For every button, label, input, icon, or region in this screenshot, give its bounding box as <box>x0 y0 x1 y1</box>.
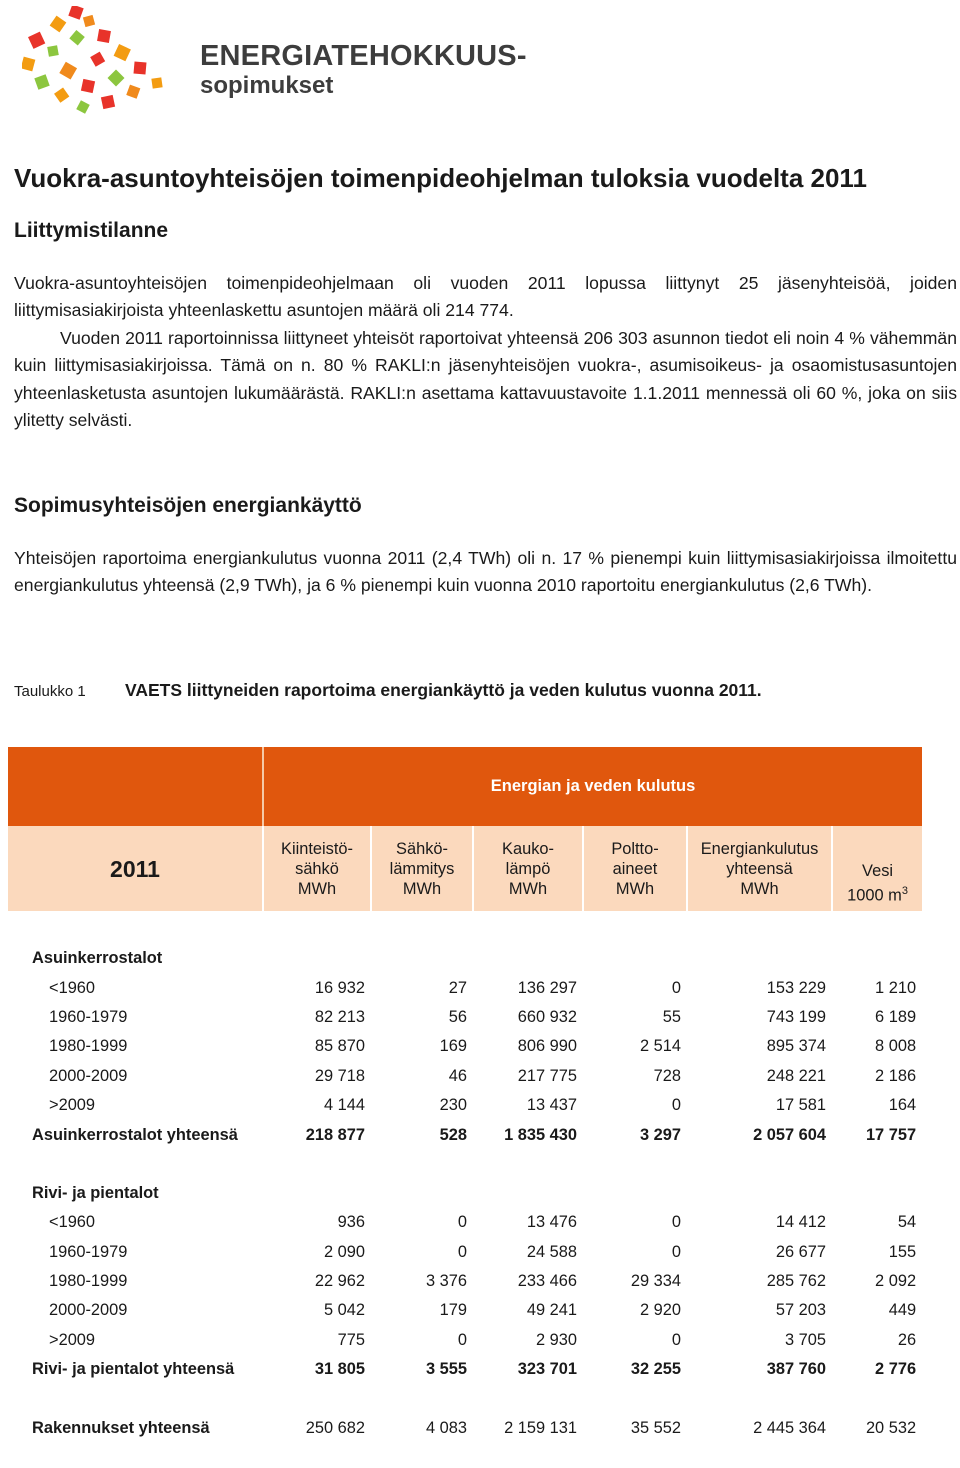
table-row <box>8 1032 922 1061</box>
table-cell-value: 936 <box>337 1213 365 1232</box>
group-label: Rivi- ja pientalot <box>32 1183 159 1202</box>
table-row <box>8 1003 922 1032</box>
table-cell-value: 8 008 <box>875 1037 917 1056</box>
table-cell-value: 22 962 <box>314 1272 365 1291</box>
logo-text-line1: ENERGIATEHOKKUUS- <box>200 40 527 72</box>
table-cell-value: 35 552 <box>630 1418 681 1437</box>
paragraph-membership: Vuokra-asuntoyhteisöjen toimenpideohjelmaan oli vuoden 2011 lopussa liittynyt 25 jäsenyhteisöä, joiden liittymisasiakirjoista yhteenlaskettu asuntojen määrä oli 214 774. <box>14 273 957 321</box>
table-cell-value: 13 476 <box>526 1213 577 1232</box>
table-cell-value: 153 229 <box>766 978 826 997</box>
table-cell-value: 14 412 <box>775 1213 826 1232</box>
energy-efficiency-logo-icon <box>22 6 182 118</box>
table-cell-value: 230 <box>439 1096 467 1115</box>
table-cell-value: 20 532 <box>865 1418 917 1437</box>
table-cell-value: 3 297 <box>639 1125 681 1144</box>
grand-total-row <box>8 1413 922 1442</box>
table-cell-value: 0 <box>671 978 681 997</box>
table-row <box>8 1091 922 1120</box>
table-row <box>8 1062 922 1091</box>
table-cell-value: 775 <box>337 1330 365 1349</box>
table-cell-value: 2 092 <box>875 1272 917 1291</box>
row-label: 1980-1999 <box>49 1037 128 1056</box>
table-cell-value: 806 990 <box>517 1037 577 1056</box>
table-cell-value: 26 677 <box>775 1242 826 1261</box>
row-label: 1960-1979 <box>49 1242 128 1261</box>
row-label: Rakennukset yhteensä <box>32 1418 210 1437</box>
table-cell-value: 285 762 <box>766 1272 826 1291</box>
table-cell-value: 218 877 <box>305 1125 365 1144</box>
table-cell-value: 528 <box>439 1125 467 1144</box>
document-title: Vuokra-asuntoyhteisöjen toimenpideohjelman tuloksia vuodelta 2011 <box>14 163 867 193</box>
table-cell-value: 27 <box>448 978 467 997</box>
table-cell-value: 54 <box>897 1213 917 1232</box>
row-label: 1960-1979 <box>49 1007 128 1026</box>
table-cell-value: 233 466 <box>517 1272 577 1291</box>
table-cell-value: 3 705 <box>784 1330 826 1349</box>
table-row <box>8 1267 922 1296</box>
table-cell-value: 2 445 364 <box>753 1418 826 1437</box>
table-cell-value: 55 <box>662 1007 681 1026</box>
table-super-header: Energian ja veden kulutus <box>263 747 922 826</box>
group-heading-row <box>8 944 922 973</box>
row-label: 2000-2009 <box>49 1301 128 1320</box>
table-cell-value: 1 835 430 <box>504 1125 577 1144</box>
table-cell-value: 6 189 <box>875 1007 917 1026</box>
table-cell-value: 136 297 <box>517 978 577 997</box>
header-blank-cell <box>8 747 263 826</box>
table-cell-value: 82 213 <box>314 1007 365 1026</box>
row-label: >2009 <box>49 1330 96 1349</box>
table-cell-value: 0 <box>457 1330 467 1349</box>
section-heading-liittymistilanne: Liittymistilanne <box>14 219 169 242</box>
paragraph-energy-use: Yhteisöjen raportoima energiankulutus vuonna 2011 (2,4 TWh) oli n. 17 % pienempi kuin liittymisasiakirjoissa ilmoitettu energiankulutus yhteensä (2,9 TWh), ja 6 % pienempi kuin vuonna 2010 raportoitu energiankulutus (2,6 TWh). <box>14 548 957 596</box>
table-cell-value: 0 <box>671 1213 681 1232</box>
table-cell-value: 49 241 <box>526 1301 577 1320</box>
table-cell-value: 29 334 <box>630 1272 681 1291</box>
table-cell-value: 728 <box>653 1066 681 1085</box>
year-header: 2011 <box>8 826 263 911</box>
row-label: 2000-2009 <box>49 1066 128 1085</box>
col-header-kiinteistosahko: Kiinteistö- sähkö MWh <box>263 826 371 911</box>
table-cell-value: 449 <box>888 1301 917 1320</box>
col-header-polttoaineet: Poltto- aineet MWh <box>583 826 687 911</box>
table-cell-value: 2 776 <box>875 1360 917 1379</box>
table-cell-value: 2 057 604 <box>753 1125 826 1144</box>
table-cell-value: 46 <box>448 1066 467 1085</box>
group-heading-row <box>8 1179 922 1208</box>
table-cell-value: 5 042 <box>323 1301 365 1320</box>
table-cell-value: 85 870 <box>314 1037 365 1056</box>
row-label: <1960 <box>49 978 96 997</box>
paragraph-reporting <box>14 325 957 434</box>
table-caption-text: VAETS liittyneiden raportoima energiankäyttö ja veden kulutus vuonna 2011. <box>125 680 762 700</box>
table-cell-value: 217 775 <box>517 1066 577 1085</box>
table-cell-value: 1 210 <box>875 978 917 997</box>
col-header-vesi: Vesi 1000 $m^3$ <box>832 826 922 911</box>
table-total-row <box>8 1120 922 1149</box>
table-cell-value: 2 186 <box>875 1066 917 1085</box>
paragraph-reporting-text: Vuoden 2011 raportoinnissa liittyneet yhteisöt raportoivat yhteensä 206 303 asunnon tiedot eli noin 4 % vähemmän kuin liittymisasiakirjoissa. Tämä on n. 80 % RAKLI:n jäsenyhteisöjen vuokra-, asumisoikeus- ja osaomistusasuntojen yhteenlasketusta asuntojen lukumäärästä. RAKLI:n asettama kattavuustavoite 1.1.2011 mennessä oli 60 %, joka on siis ylitetty selvästi. <box>14 328 957 430</box>
logo-text-line2: sopimukset <box>200 72 334 99</box>
table-cell-value: 2 159 131 <box>504 1418 577 1437</box>
table-cell-value: 169 <box>439 1037 467 1056</box>
table-cell-value: 164 <box>888 1096 917 1115</box>
table-cell-value: 0 <box>457 1242 467 1261</box>
energy-water-table <box>8 747 922 1443</box>
table-cell-value: 2 920 <box>639 1301 681 1320</box>
table-row <box>8 1238 922 1267</box>
table-cell-value: 155 <box>888 1242 917 1261</box>
table-super-header-row <box>8 747 922 826</box>
table-cell-value: 660 932 <box>517 1007 577 1026</box>
table-caption-number: Taulukko 1 <box>14 683 86 700</box>
table-cell-value: 13 437 <box>526 1096 577 1115</box>
table-cell-value: 17 757 <box>865 1125 917 1144</box>
table-cell-value: 743 199 <box>766 1007 826 1026</box>
table-cell-value: 2 090 <box>323 1242 365 1261</box>
table-cell-value: 248 221 <box>766 1066 826 1085</box>
table-cell-value: 0 <box>671 1330 681 1349</box>
col-header-energiankulutus: Energiankulutus yhteensä MWh <box>687 826 832 911</box>
table-cell-value: 29 718 <box>314 1066 365 1085</box>
table-cell-value: 17 581 <box>775 1096 826 1115</box>
table-cell-value: 0 <box>671 1242 681 1261</box>
table-total-row <box>8 1355 922 1384</box>
row-label: Rivi- ja pientalot yhteensä <box>32 1360 235 1379</box>
table-cell-value: 57 203 <box>775 1301 826 1320</box>
table-cell-value: 387 760 <box>766 1360 826 1379</box>
col-header-sahkolammitys: Sähkö- lämmitys MWh <box>371 826 473 911</box>
table-row <box>8 973 922 1002</box>
table-cell-value: 24 588 <box>526 1242 577 1261</box>
table-cell-value: 0 <box>671 1096 681 1115</box>
table-column-header-row <box>8 826 922 911</box>
table-cell-value: 3 555 <box>425 1360 467 1379</box>
table-cell-value: 26 <box>897 1330 917 1349</box>
row-label: 1980-1999 <box>49 1272 128 1291</box>
row-label: <1960 <box>49 1213 96 1232</box>
row-label: Asuinkerrostalot yhteensä <box>32 1125 238 1144</box>
row-label: >2009 <box>49 1096 96 1115</box>
table-cell-value: 3 376 <box>425 1272 467 1291</box>
table-row <box>8 1326 922 1355</box>
table-cell-value: 179 <box>439 1301 467 1320</box>
table-cell-value: 16 932 <box>314 978 365 997</box>
table-cell-value: 32 255 <box>630 1360 681 1379</box>
table-cell-value: 4 083 <box>425 1418 467 1437</box>
table-cell-value: 250 682 <box>305 1418 365 1437</box>
section-heading-energy-use: Sopimusyhteisöjen energiankäyttö <box>14 494 362 517</box>
table-cell-value: 56 <box>448 1007 467 1026</box>
table-cell-value: 4 144 <box>323 1096 365 1115</box>
table-row <box>8 1208 922 1237</box>
group-label: Asuinkerrostalot <box>32 949 163 968</box>
table-cell-value: 0 <box>457 1213 467 1232</box>
logo <box>22 6 527 118</box>
table-cell-value: 895 374 <box>766 1037 826 1056</box>
table-row <box>8 1296 922 1325</box>
table-cell-value: 323 701 <box>517 1360 577 1379</box>
table-cell-value: 31 805 <box>314 1360 365 1379</box>
col-header-kaukolampo: Kauko- lämpö MWh <box>473 826 583 911</box>
table-cell-value: 2 930 <box>535 1330 577 1349</box>
table-cell-value: 2 514 <box>639 1037 681 1056</box>
